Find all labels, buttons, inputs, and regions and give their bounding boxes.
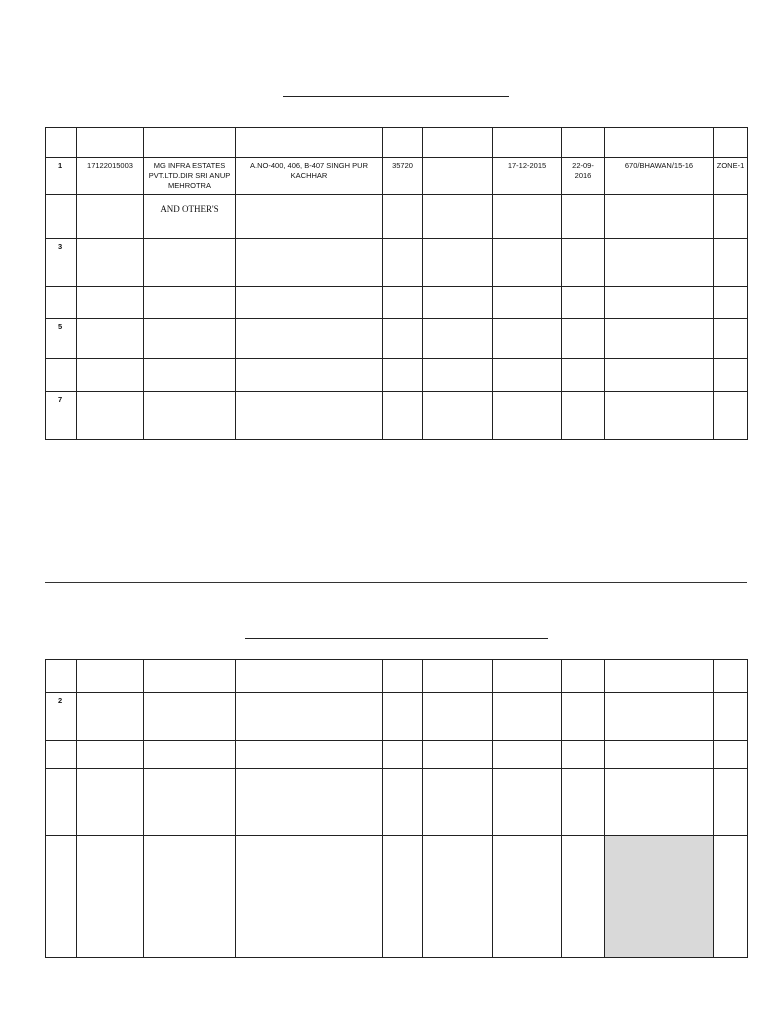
table2-cell	[562, 660, 605, 693]
table1-cell	[144, 359, 236, 392]
table2-title-underline	[245, 638, 548, 639]
table2-cell	[383, 769, 423, 836]
table1-row	[46, 287, 748, 319]
table1-cell	[236, 359, 383, 392]
table2-row	[46, 836, 748, 958]
table1-cell	[46, 195, 77, 239]
table2-cell	[605, 660, 714, 693]
table1-cell	[236, 239, 383, 287]
serial-number-cell: 5	[46, 319, 77, 359]
table1-cell	[423, 158, 493, 195]
table2-cell	[77, 836, 144, 958]
table1-cell	[493, 392, 562, 440]
table1-cell	[77, 287, 144, 319]
table1-row	[46, 158, 748, 195]
table2-cell	[493, 769, 562, 836]
table1-cell	[144, 392, 236, 440]
table1-cell	[77, 128, 144, 158]
zone-cell: ZONE-1	[714, 158, 748, 195]
table1-cell	[77, 359, 144, 392]
serial-number-cell: 7	[46, 392, 77, 440]
table1-cell	[714, 239, 748, 287]
table2-cell	[236, 836, 383, 958]
table2-cell	[236, 660, 383, 693]
table2	[45, 659, 748, 958]
table1-cell	[236, 287, 383, 319]
table2-cell	[714, 836, 748, 958]
table1-cell	[562, 359, 605, 392]
table2-cell	[144, 836, 236, 958]
table2-cell	[605, 741, 714, 769]
table2-cell	[562, 693, 605, 741]
table1-cell	[714, 392, 748, 440]
table2-cell	[562, 741, 605, 769]
table2-cell	[236, 769, 383, 836]
table1-cell	[605, 287, 714, 319]
table2-cell	[714, 693, 748, 741]
table1-cell	[493, 359, 562, 392]
table2-cell	[383, 741, 423, 769]
table1-row	[46, 128, 748, 158]
date-cell: 22-09-2016	[562, 158, 605, 195]
table2-cell	[714, 769, 748, 836]
amount-cell: 35720	[383, 158, 423, 195]
table2-cell	[46, 769, 77, 836]
table1-cell	[383, 287, 423, 319]
table2-row	[46, 660, 748, 693]
table1-cell	[383, 128, 423, 158]
table1-row	[46, 319, 748, 359]
table1-cell	[493, 287, 562, 319]
table2-cell	[144, 660, 236, 693]
serial-number-cell: 1	[46, 158, 77, 195]
table1-cell	[562, 128, 605, 158]
table1-cell	[605, 195, 714, 239]
section-divider	[45, 582, 747, 583]
table1-cell	[493, 239, 562, 287]
table2-cell	[236, 741, 383, 769]
table2-cell	[423, 660, 493, 693]
table1-cell	[77, 239, 144, 287]
table1-cell	[77, 319, 144, 359]
address-cell: A.NO-400, 406, B-407 SINGH PUR KACHHAR	[236, 158, 383, 195]
table2-cell	[423, 693, 493, 741]
table1-cell	[605, 239, 714, 287]
table2-cell	[46, 660, 77, 693]
table1-cell	[562, 287, 605, 319]
table1-cell	[236, 195, 383, 239]
table1-cell	[423, 359, 493, 392]
table2-cell	[562, 769, 605, 836]
table1-cell	[144, 239, 236, 287]
owner-name-cell: MG INFRA ESTATES PVT.LTD.DIR SRI ANUP MEHROTRA	[144, 158, 236, 195]
table2-cell	[144, 769, 236, 836]
table1-cell	[144, 319, 236, 359]
table2-cell	[77, 660, 144, 693]
table1-cell	[562, 195, 605, 239]
table1-cell	[605, 359, 714, 392]
table1-cell	[493, 128, 562, 158]
table1-cell	[383, 319, 423, 359]
table2-cell	[493, 693, 562, 741]
reference-number-cell: 17122015003	[77, 158, 144, 195]
table2-cell	[423, 769, 493, 836]
table1-cell	[236, 392, 383, 440]
table1-cell	[144, 287, 236, 319]
table2-cell	[144, 693, 236, 741]
table1-row	[46, 239, 748, 287]
shaded-cell	[605, 836, 714, 958]
table2-cell	[423, 741, 493, 769]
table1-row	[46, 195, 748, 239]
table1-cell	[562, 319, 605, 359]
table2-cell	[423, 836, 493, 958]
table1-cell	[46, 128, 77, 158]
table1-cell	[714, 319, 748, 359]
table2-cell	[562, 836, 605, 958]
table1-cell	[423, 239, 493, 287]
table2-cell	[77, 741, 144, 769]
table1-row	[46, 359, 748, 392]
table1-cell	[493, 319, 562, 359]
table2-row	[46, 769, 748, 836]
table1-cell	[236, 319, 383, 359]
table2-cell	[46, 741, 77, 769]
table1-cell	[383, 392, 423, 440]
table1-cell	[562, 392, 605, 440]
table1-cell	[144, 128, 236, 158]
table2-row	[46, 741, 748, 769]
table1-cell	[383, 239, 423, 287]
table1-title-underline	[283, 96, 509, 97]
table2-cell	[383, 660, 423, 693]
table1-cell	[605, 319, 714, 359]
serial-number-cell: 3	[46, 239, 77, 287]
table1-cell	[493, 195, 562, 239]
table2-cell	[144, 741, 236, 769]
date-cell: 17-12-2015	[493, 158, 562, 195]
table2-cell	[46, 836, 77, 958]
table2-cell	[493, 836, 562, 958]
table2-cell	[605, 693, 714, 741]
table1	[45, 127, 748, 440]
table1-cell	[605, 128, 714, 158]
table1-cell	[714, 128, 748, 158]
table2-cell	[714, 741, 748, 769]
table2-cell	[383, 836, 423, 958]
table2-cell	[383, 693, 423, 741]
table1-cell	[383, 195, 423, 239]
table1-cell	[423, 128, 493, 158]
table1-cell	[423, 195, 493, 239]
table1-cell	[423, 319, 493, 359]
table2-cell	[77, 693, 144, 741]
table1-cell	[236, 128, 383, 158]
table1-cell	[383, 359, 423, 392]
table1-cell	[714, 195, 748, 239]
table2-cell	[493, 660, 562, 693]
table2-cell	[605, 769, 714, 836]
table1-cell	[46, 359, 77, 392]
table1-cell	[562, 239, 605, 287]
table1-cell	[46, 287, 77, 319]
and-others-cell: AND OTHER'S	[144, 195, 236, 239]
table1-cell	[77, 392, 144, 440]
serial-number-cell: 2	[46, 693, 77, 741]
table2-cell	[77, 769, 144, 836]
table1-cell	[714, 359, 748, 392]
table2-row	[46, 693, 748, 741]
table1-cell	[423, 287, 493, 319]
table1-row	[46, 392, 748, 440]
table2-cell	[236, 693, 383, 741]
table1-cell	[77, 195, 144, 239]
table2-cell	[714, 660, 748, 693]
table1-cell	[605, 392, 714, 440]
table1-cell	[714, 287, 748, 319]
table2-cell	[493, 741, 562, 769]
table1-cell	[423, 392, 493, 440]
file-number-cell: 670/BHAWAN/15-16	[605, 158, 714, 195]
